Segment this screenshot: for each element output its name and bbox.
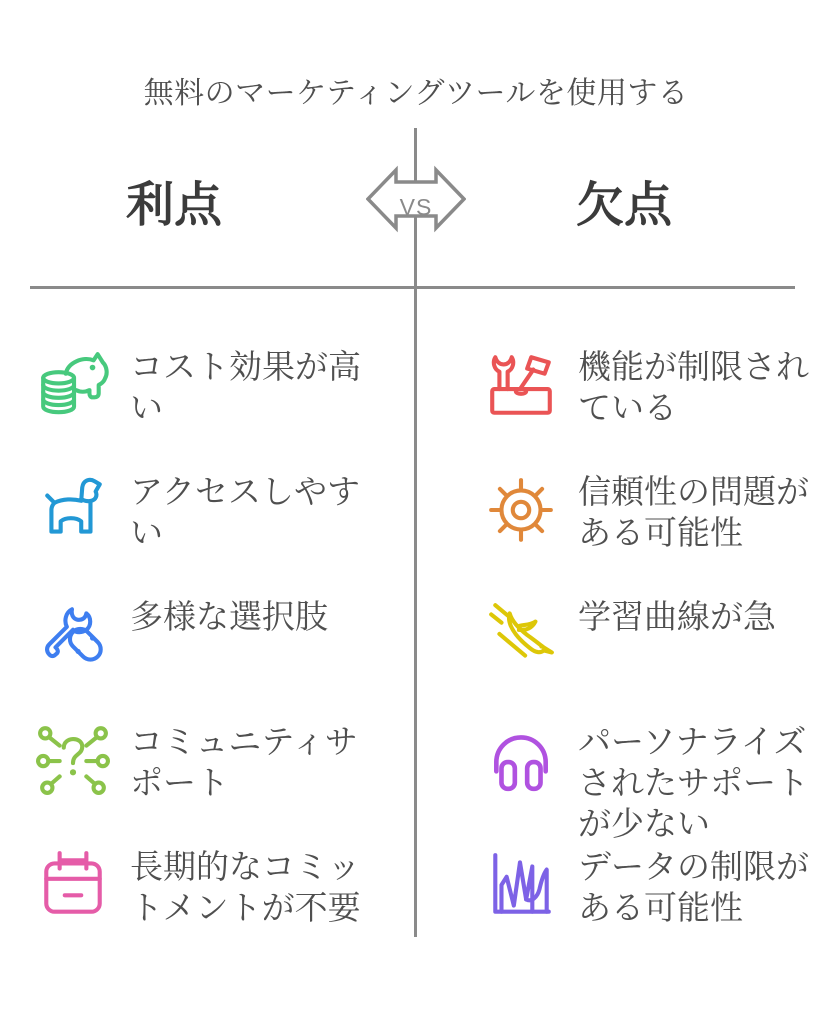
dog-icon xyxy=(34,471,112,549)
disadvantage-item xyxy=(482,590,830,715)
advantage-label: 多様な選択肢 xyxy=(130,598,328,635)
disadvantage-item xyxy=(482,340,830,465)
advantage-label: コスト効果が高い xyxy=(130,348,361,426)
toolbox-icon xyxy=(482,346,560,424)
disadvantage-item xyxy=(482,465,830,590)
vs-badge-icon xyxy=(366,157,466,241)
advantage-label: 長期的なコミットメントが不要 xyxy=(130,848,361,926)
bar-line-chart-icon xyxy=(482,846,560,924)
disadvantage-label: データの制限がある可能性 xyxy=(578,848,809,926)
network-question-icon xyxy=(34,721,112,799)
advantages-column xyxy=(34,340,424,965)
horizontal-divider xyxy=(30,286,795,289)
helm-icon xyxy=(482,471,560,549)
wrench-tools-icon xyxy=(34,596,112,674)
advantage-item xyxy=(34,340,424,465)
advantages-heading: 利点 xyxy=(126,179,223,232)
disadvantages-heading: 欠点 xyxy=(576,179,673,232)
disadvantage-item xyxy=(482,840,830,965)
vs-badge-label: VS xyxy=(399,194,433,220)
advantage-item xyxy=(34,465,424,590)
page-title: 無料のマーケティングツールを使用する xyxy=(143,77,689,110)
advantage-item xyxy=(34,590,424,715)
disadvantage-label: 学習曲線が急 xyxy=(578,598,776,635)
diving-bird-icon xyxy=(482,596,560,674)
advantage-item xyxy=(34,715,424,840)
disadvantage-item xyxy=(482,715,830,840)
disadvantage-label: 信頼性の問題がある可能性 xyxy=(578,473,809,551)
advantage-item xyxy=(34,840,424,965)
headphones-icon xyxy=(482,721,560,799)
disadvantage-label: パーソナライズされたサポートが少ない xyxy=(578,723,809,842)
advantage-label: アクセスしやすい xyxy=(130,473,361,551)
disadvantages-column xyxy=(482,340,830,965)
calendar-icon xyxy=(34,846,112,924)
piggy-bank-icon xyxy=(34,346,112,424)
disadvantage-label: 機能が制限されている xyxy=(578,348,809,426)
advantage-label: コミュニティサポート xyxy=(130,723,358,801)
